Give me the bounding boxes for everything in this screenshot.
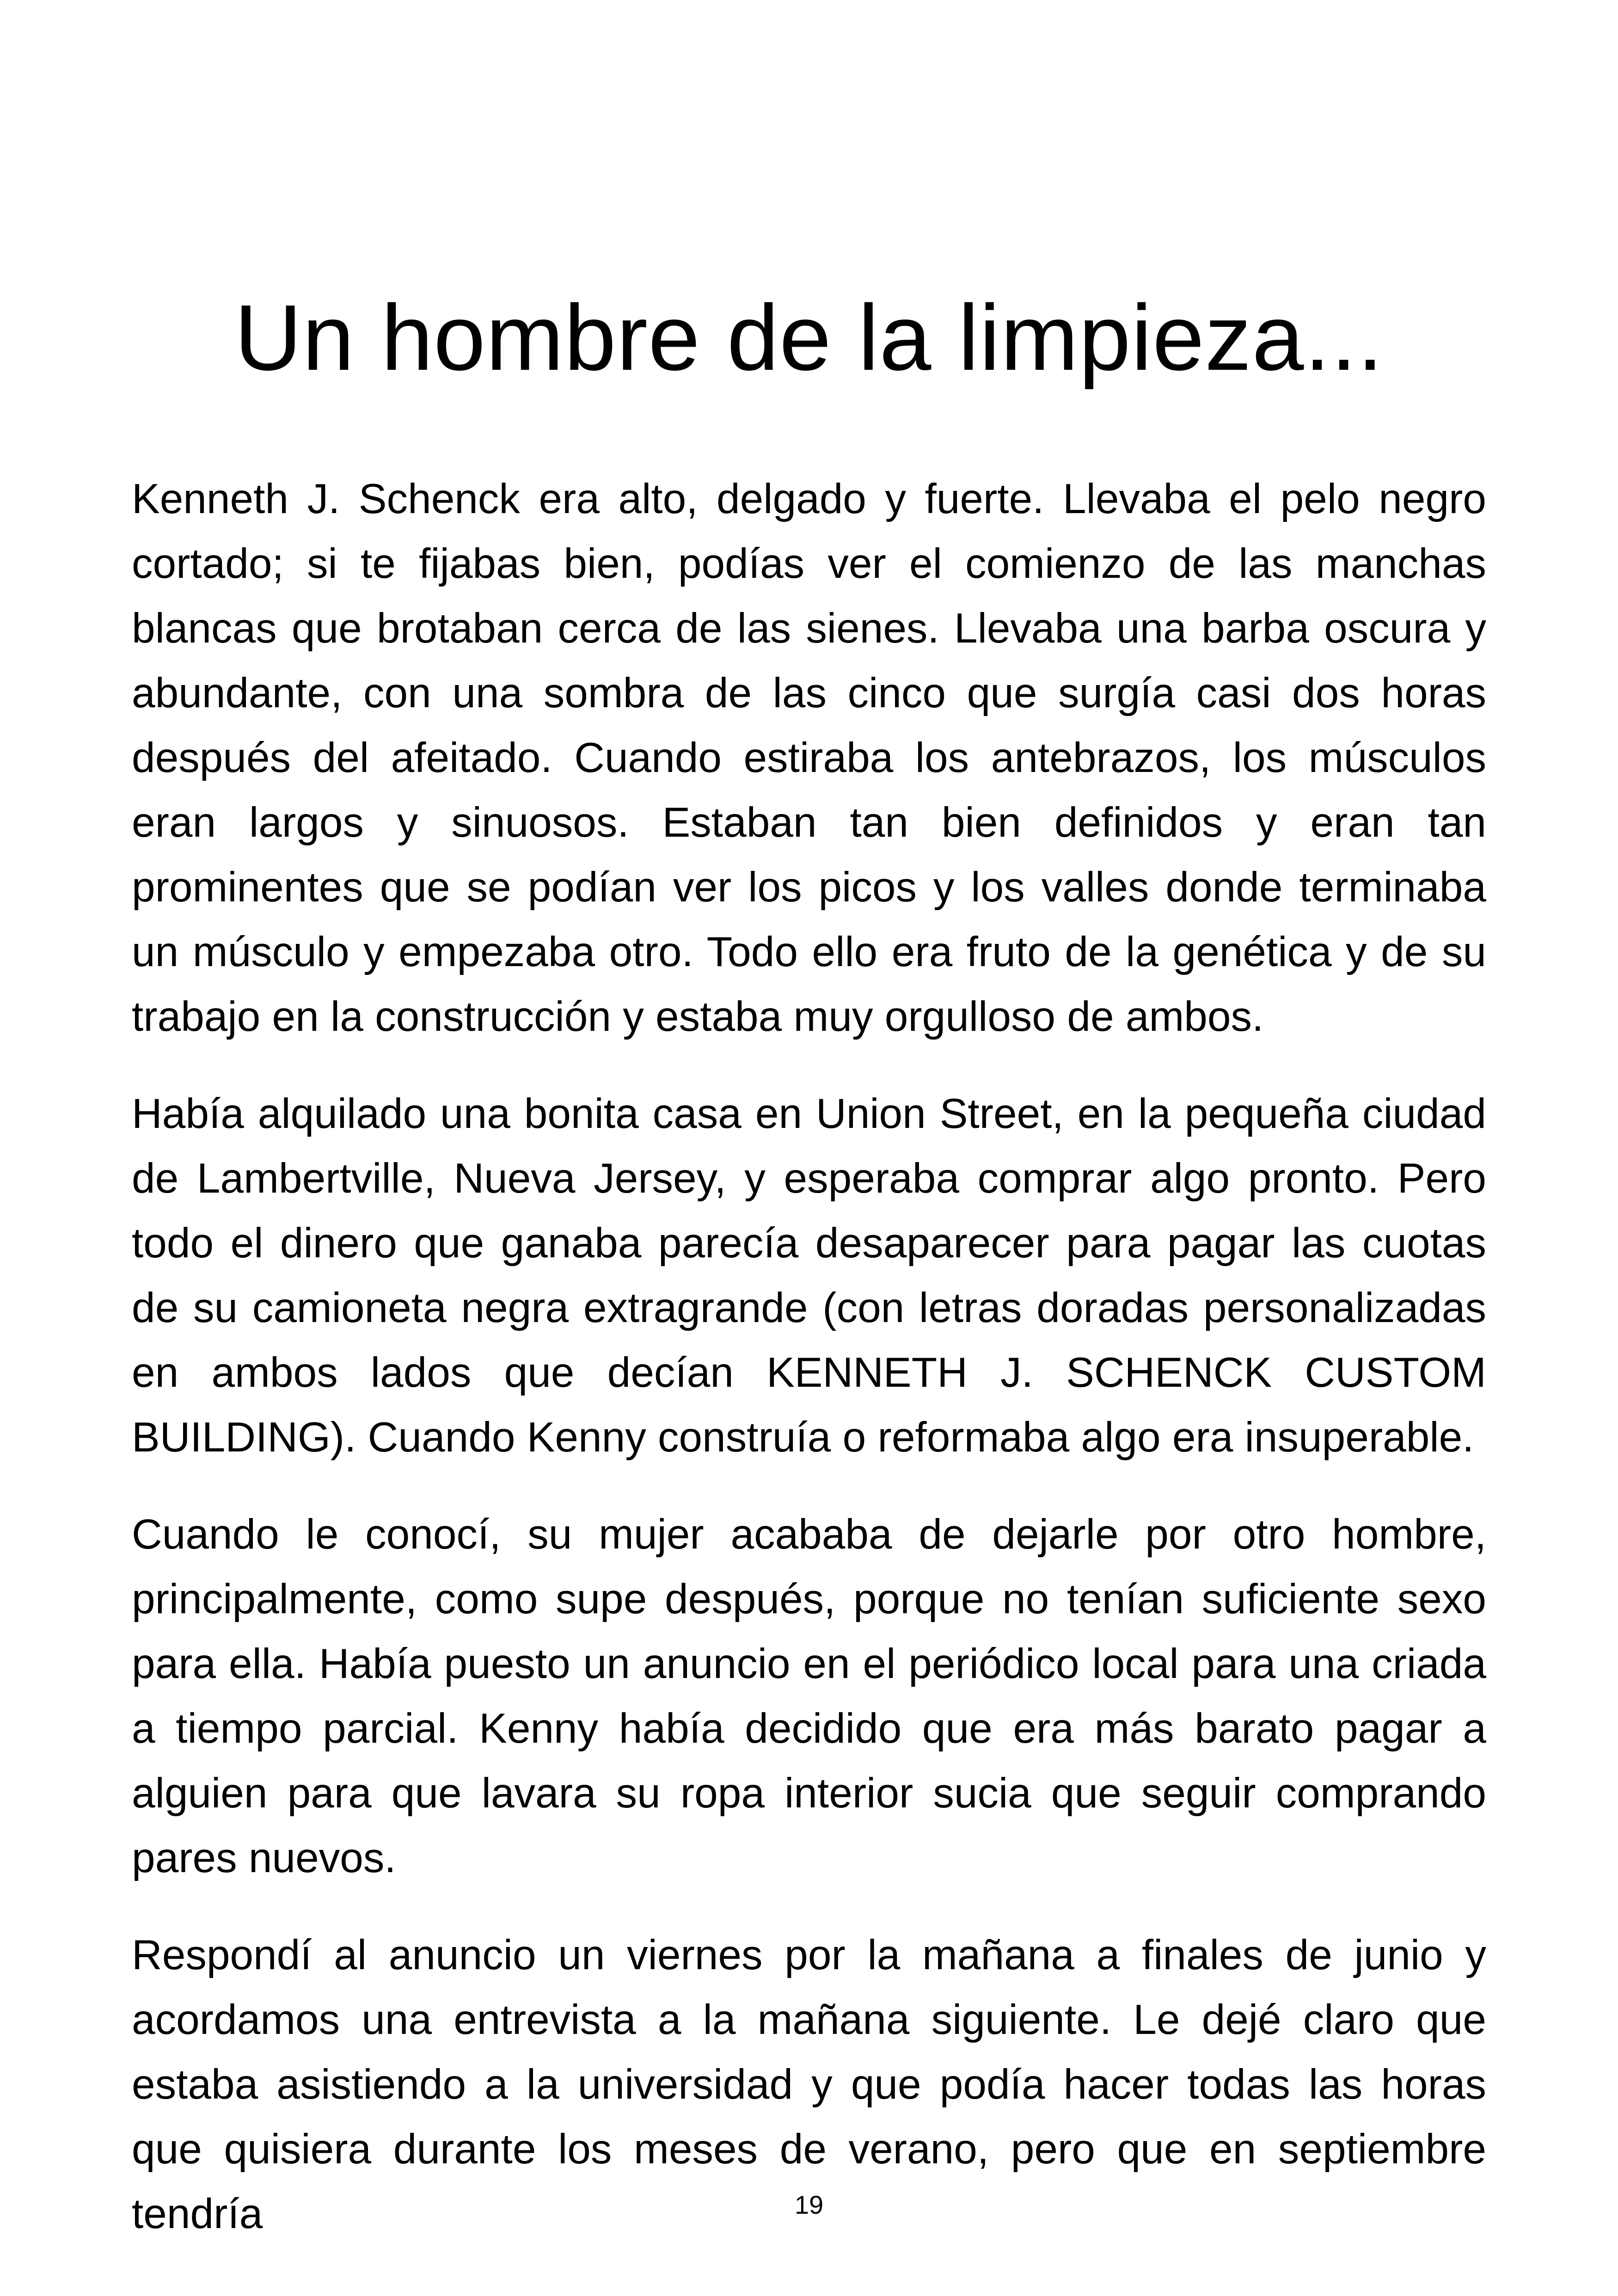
chapter-body xyxy=(132,467,1486,2279)
paragraph-2: Había alquilado una bonita casa en Union Street, en la pequeña ciudad de Lambertville, Nueva Jersey, y esperaba comprar algo pronto. Pero todo el dinero que ganaba parecía desaparecer para pagar las cuotas de su camioneta negra extragrande (con letras doradas personalizadas en ambos lados que decían KENNETH J. SCHENCK CUSTOM BUILDING). Cuando Kenny construía o reformaba algo era insuperable. xyxy=(132,1090,1486,1461)
paragraph-1: Kenneth J. Schenck era alto, delgado y fuerte. Llevaba el pelo negro cortado; si te fijabas bien, podías ver el comienzo de las manchas blancas que brotaban cerca de las sienes. Llevaba una barba oscura y abundante, con una sombra de las cinco que surgía casi dos horas después del afeitado. Cuando estiraba los antebrazos, los músculos eran largos y sinuosos. Estaban tan bien definidos y eran tan prominentes que se podían ver los picos y los valles donde terminaba un músculo y empezaba otro. Todo ello era fruto de la genética y de su trabajo en la construcción y estaba muy orgulloso de ambos. xyxy=(132,476,1486,1040)
page-number: 19 xyxy=(794,2190,824,2219)
paragraph-3: Cuando le conocí, su mujer acababa de dejarle por otro hombre, principalmente, como supe después, porque no tenían suficiente sexo para ella. Había puesto un anuncio en el periódico local para una criada a tiempo parcial. Kenny había decidido que era más barato pagar a alguien para que lavara su ropa interior sucia que seguir comprando pares nuevos. xyxy=(132,1511,1486,1881)
paragraph-4: Respondí al anuncio un viernes por la mañana a finales de junio y acordamos una entrevista a la mañana siguiente. Le dejé claro que estaba asistiendo a la universidad y que podía hacer todas las horas que quisiera durante los meses de verano, pero que en septiembre tendría xyxy=(132,1932,1486,2237)
chapter-title: Un hombre de la limpieza... xyxy=(234,285,1384,390)
